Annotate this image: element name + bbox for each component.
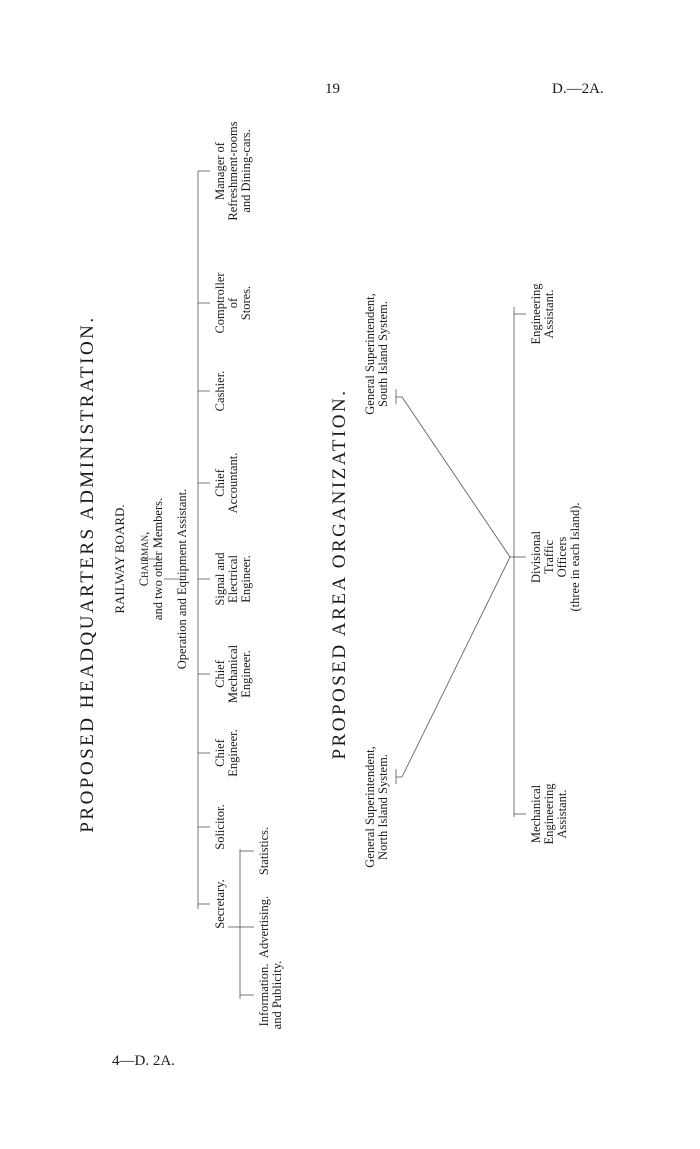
sub-information-publicity: Information. and Publicity. [257, 960, 285, 1030]
mechanical-engineering-assistant: Mechanical Engineering Assistant. [529, 783, 570, 845]
dept-comptroller-of-stores: Comptroller of Stores. [213, 272, 254, 334]
dept-signal-electrical-engineer: Signal and Electrical Engineer. [213, 552, 254, 606]
dept-refreshment-manager: Manager of Refreshment-rooms and Dining-cars. [213, 121, 254, 221]
divisional-traffic-officers: Divisional Traffic Officers (three in each Island). [529, 502, 583, 612]
area-chart-title: PROPOSED AREA ORGANIZATION. [329, 388, 350, 760]
north-superintendent: General Superintendent, North Island System. [363, 746, 391, 868]
dept-chief-engineer: Chief Engineer. [213, 729, 241, 777]
assistant-label: Operation and Equipment Assistant. [175, 488, 189, 670]
engineering-assistant: Engineering Assistant. [529, 283, 557, 345]
page-number: 19 [325, 81, 340, 97]
page-reference: D.—2A. [552, 81, 604, 97]
chairman-label: Chairman, [137, 531, 151, 587]
dept-chief-mechanical-engineer: Chief Mechanical Engineer. [213, 644, 254, 704]
footer-reference: 4—D. 2A. [112, 1053, 175, 1069]
dept-solicitor: Solicitor. [213, 804, 227, 850]
dept-chief-accountant: Chief Accountant. [213, 452, 241, 514]
hq-chart-title: PROPOSED HEADQUARTERS ADMINISTRATION. [77, 315, 98, 833]
members-label: and two other Members. [151, 497, 165, 621]
sub-statistics: Statistics. [257, 826, 271, 876]
dept-secretary: Secretary. [213, 879, 227, 929]
dept-cashier: Cashier. [213, 370, 227, 412]
railway-board-label: RAILWAY BOARD. [112, 504, 127, 614]
south-superintendent: General Superintendent, South Island System. [363, 293, 391, 415]
sub-advertising: Advertising. [257, 895, 271, 959]
